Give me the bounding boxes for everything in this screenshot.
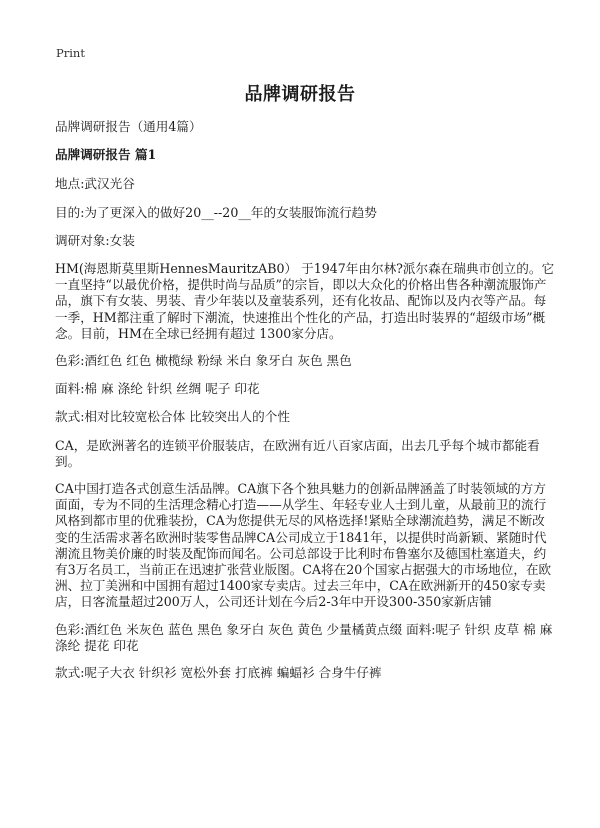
document-subtitle: 品牌调研报告（通用4篇） xyxy=(55,119,202,134)
paragraph-hm-styles: 款式:相对比较宽松合体 比较突出人的个性 xyxy=(55,409,290,425)
paragraph-ca-styles: 款式:呢子大衣 针织衫 宽松外套 打底裤 蝙蝠衫 合身牛仔裤 xyxy=(55,665,382,681)
paragraph-purpose: 目的:为了更深入的做好20__--20__年的女装服饰流行趋势 xyxy=(55,204,377,220)
paragraph-ca-detail: CA中国打造各式创意生活品牌。CA旗下各个独具魅力的创新品牌涵盖了时装领域的方方面面，专为不同的生活理念精心打造——从学生、年轻专业人士到儿童，从最前卫的流行风格到都市里的优雅装扮，CA为您提供无尽的风格选择!紧贴全球潮流趋势，满足不断改变的生活需求著名欧洲时装零售品牌CA公司成立于1841年，以提供时尚新颖、紧随时代潮流且物美价廉的时装及配饰而闻名。公司总部设于比利时布鲁塞尔及德国杜塞道夫，约有3万名员工，当前正在迅速扩张营业版图。CA将在20个国家占据强大的市场地位，在欧洲、拉丁美洲和中国拥有超过1400家专卖店。过去三年中，CA在欧洲新开的450家专卖店，日客流量超过200万人，公司还计划在今后2-3年中开设300-350家新店铺 xyxy=(55,481,552,610)
paragraph-target: 调研对象:女装 xyxy=(55,232,135,248)
paragraph-ca-intro: CA，是欧洲著名的连锁平价服装店，在欧洲有近八百家店面，出去几乎每个城市都能看到。 xyxy=(55,437,540,469)
document-body xyxy=(55,119,555,693)
print-link[interactable]: Print xyxy=(56,46,85,60)
paragraph-location: 地点:武汉光谷 xyxy=(55,176,135,192)
paragraph-hm-colors: 色彩:酒红色 红色 橄榄绿 粉绿 米白 象牙白 灰色 黑色 xyxy=(55,353,352,369)
page-title: 品牌调研报告 xyxy=(244,84,356,105)
paragraph-ca-colors-fabrics: 色彩:酒红色 米灰色 蓝色 黑色 象牙白 灰色 黄色 少量橘黄点缀 面料:呢子 针织 皮草 棉 麻 涤纶 提花 印花 xyxy=(55,621,553,653)
paragraph-hm-fabrics: 面料:棉 麻 涤纶 针织 丝绸 呢子 印花 xyxy=(55,381,260,397)
paragraph-hm-intro: HM(海恩斯莫里斯HennesMauritzAB0） 于1947年由尔林?派尔森在瑞典市创立的。它一直坚持“以最优价格，提供时尚与品质”的宗旨，即以大众化的价格出售各种潮流服饰产品，旗下有女装、男装、青少年装以及童装系列，还有化妆品、配饰以及内衣等产品。每一季，HM都注重了解时下潮流，快速推出个性化的产品，打造出时装界的“超级市场”概念。目前，HM在全球已经拥有超过 1300家分店。 xyxy=(55,261,555,341)
section-heading: 品牌调研报告 篇1 xyxy=(55,147,157,163)
